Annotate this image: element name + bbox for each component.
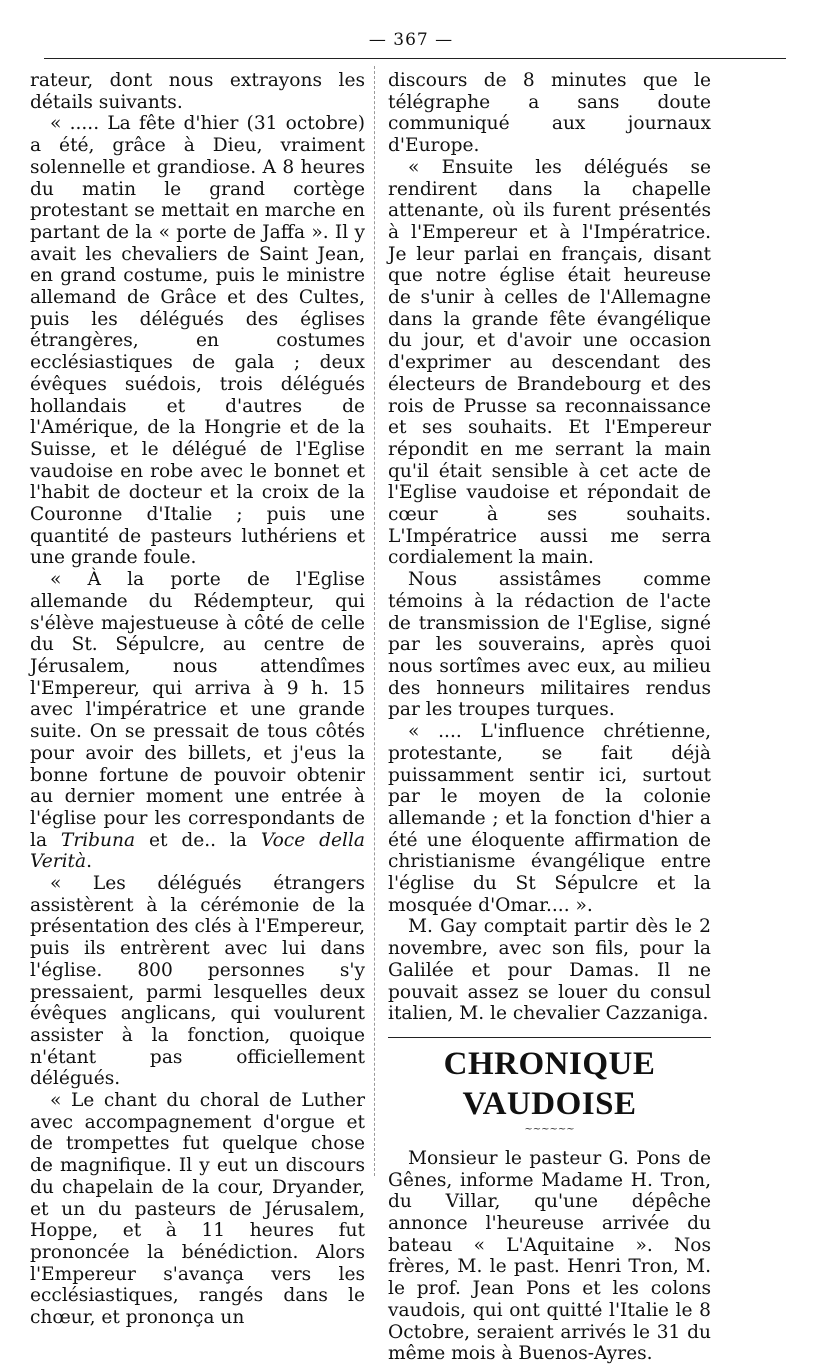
paragraph: discours de 8 minutes que le télégraphe a sans doute communiqué aux journaux d'Europe.	[388, 70, 711, 157]
page-number: — 367 —	[368, 30, 454, 50]
paragraph: « Ensuite les délégués se rendirent dans la chapelle attenante, où ils furent présentés à l'Empereur et à l'Impératrice. Je leur parlai en français, disant que notre église était heureuse de s'unir à celles de l'Allemagne dans la grande fête évangélique du jour, et d'avoir une occasion d'exprimer au descendant des électeurs de Brandebourg et des rois de Prusse sa reconnaissance et ses souhaits. Et l'Empereur répondit en me serrant la main qu'il était sensible à cet acte de l'Eglise vaudoise et répondait de cœur à ses souhaits. L'Impératrice aussi me serra cordialement la main.	[388, 156, 711, 569]
paragraph: « ..... La fête d'hier (31 octobre) a été, grâce à Dieu, vraiment solennelle et grandiose. A 8 heures du matin le grand cortège protestant se mettait en marche en partant de la « porte de Jaffa ». Il y avait les chevaliers de Saint Jean, en grand costume, puis le ministre allemand de Grâce et des Cultes, puis les délégués des églises étrangères, en costumes ecclésiastiques de gala ; deux évêques suédois, trois délégués hollandais et d'autres de l'Amérique, de la Hongrie et de la Suisse, et le délégué de l'Eglise vaudoise en robe avec le bonnet et l'habit de docteur et la croix de la Couronne d'Italie ; puis une quantité de pasteurs luthériens et une grande foule.	[30, 113, 365, 569]
paragraph-text: « À la porte de l'Eglise allemande du Rédempteur, qui s'élève majestueuse à côté de celle du St. Sépulcre, au centre de Jérusalem, nous attendîmes l'Empereur, qui arriva à 9 h. 15 avec l'impératrice et une grande suite. On se pressait de tous côtés pour avoir des billets, et j'eus la bonne fortune de pouvoir obtenir au dernier moment une entrée à l'église pour les correspondants de la	[30, 569, 365, 851]
section-rule	[388, 1037, 711, 1038]
ornament-divider: ~~~~~~	[524, 1123, 575, 1135]
paragraph: rateur, dont nous extrayons les détails suivants.	[30, 70, 365, 113]
paragraph: « .... L'influence chrétienne, protestante, se fait déjà puissamment sentir ici, surtout par le moyen de la colonie allemande ; et la fonction d'hier a été une éloquente affirmation de christianisme évangélique entre l'église du St Sépulcre et la mosquée d'Omar.... ».	[388, 721, 711, 916]
paragraph: « Les délégués étrangers assistèrent à la cérémonie de la présentation des clés à l'Empereur, puis ils entrèrent avec lui dans l'église. 800 personnes s'y pressaient, parmi lesquelles deux évêques anglicans, qui voulurent assister à la fonction, quoique n'étant pas officiellement délégués.	[30, 873, 365, 1090]
paragraph: M. Gay comptait partir dès le 2 novembre, avec son fils, pour la Galilée et pour Damas. Il ne pouvait assez se louer du consul italien, M. le chevalier Cazzaniga.	[388, 916, 711, 1025]
paragraph-text: .	[86, 851, 93, 873]
section-title: CHRONIQUE VAUDOISE	[443, 1045, 656, 1122]
paragraph: Nous assistâmes comme témoins à la rédaction de l'acte de transmission de l'Eglise, signé par les souverains, après quoi nous sortîmes avec eux, au milieu des honneurs militaires rendus par les troupes turques.	[388, 569, 711, 721]
header-rule	[44, 58, 786, 59]
paragraph: « Le chant du choral de Luther avec accompagnement d'orgue et de trompettes fut quelque chose de magnifique. Il y eut un discours du chapelain de la cour, Dryander, et un du pasteurs de Jérusalem, Hoppe, et à 11 heures fut prononcée la bénédiction. Alors l'Empereur s'avança vers les ecclésiastiques, rangés dans le chœur, et prononça un	[30, 1090, 365, 1329]
left-column	[30, 70, 365, 1329]
paragraph-text: et de.. la	[135, 829, 261, 851]
newspaper-title: Tribuna	[60, 829, 136, 851]
newspaper-title: Voce della Verità	[30, 829, 365, 873]
paragraph: Monsieur le pasteur G. Pons de Gênes, informe Madame H. Tron, du Villar, qu'une dépêche annonce l'heureuse arrivée du bateau « L'Aquitaine ». Nos frères, M. le past. Henri Tron, M. le prof. Jean Pons et les colons vaudois, qui ont quitté l'Italie le 8 Octobre, seraient arrivés le 31 du même mois à Buenos-Ayres.	[388, 1147, 711, 1365]
column-divider	[374, 66, 375, 1176]
right-column	[388, 70, 711, 1365]
paragraph	[30, 569, 365, 873]
